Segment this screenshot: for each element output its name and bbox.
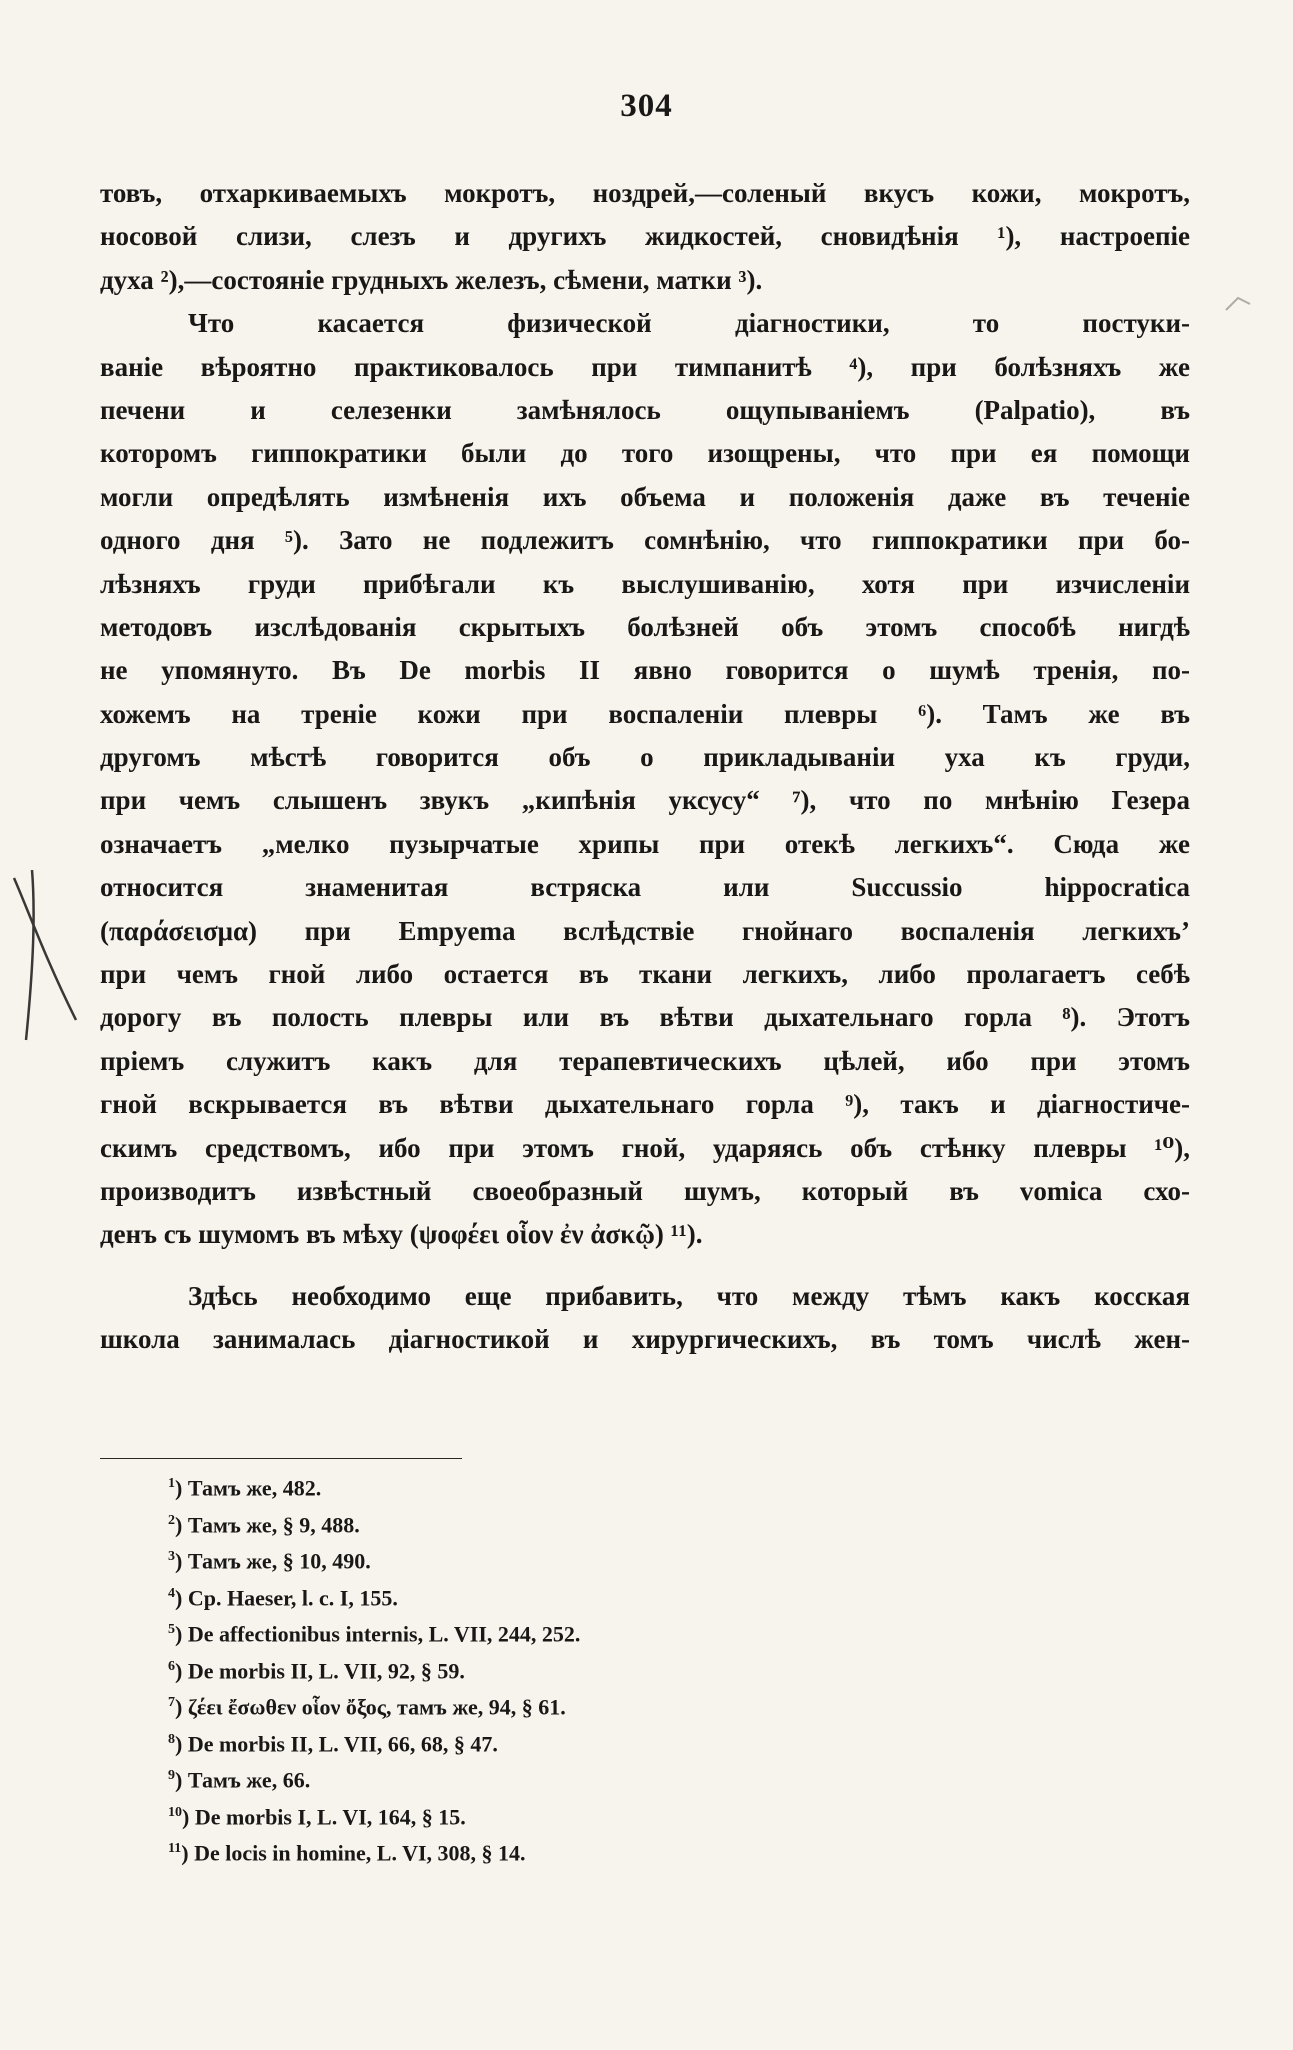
footnote-number: 5 xyxy=(168,1622,175,1637)
footnote: $^3$) Тамъ же, § 10, 490. xyxy=(168,1548,371,1574)
footnote-number: 4 xyxy=(168,1585,175,1601)
text-line: Что касается физической діагностики, то постуки- xyxy=(188,308,1190,339)
text-line: ваніе вѣроятно практиковалось при тимпанитѣ ⁴), при болѣзняхъ же xyxy=(100,351,1190,382)
text-line: печени и селезенки замѣнялось ощупываніемъ (Palpatio), въ xyxy=(100,394,1190,425)
footnote: $^7$) ζέει ἔσωθεν οἷον ὄξος, тамъ же, 94, § 61. xyxy=(168,1694,566,1720)
text-line: духа ²),—состояніе грудныхъ железъ, сѣмени, матки ³). xyxy=(100,264,763,295)
text-line: при чемъ слышенъ звукъ „кипѣнія уксусу“ ⁷), что по мнѣнію Гезера xyxy=(100,785,1190,816)
text-line: лѣзняхъ груди прибѣгали къ выслушиванію, хотя при изчисленіи xyxy=(100,568,1190,599)
text-line: товъ, отхаркиваемыхъ мокротъ, ноздрей,—соленый вкусъ кожи, мокротъ, xyxy=(100,178,1190,208)
footnote-number: 10 xyxy=(168,1804,182,1820)
text-line: методовъ изслѣдованія скрытыхъ болѣзней объ этомъ способѣ нигдѣ xyxy=(100,611,1190,642)
text-line: скимъ средствомъ, ибо при этомъ гной, ударяясь объ стѣнку плевры ¹⁰), xyxy=(100,1132,1190,1163)
footnote: $^4$) Ср. Haeser, l. c. I, 155. xyxy=(168,1584,398,1610)
text-line: производитъ извѣстный своеобразный шумъ, который въ vomica схо- xyxy=(100,1175,1190,1206)
footnote-number: 2 xyxy=(168,1512,175,1528)
footnote-text: De morbis I, L. VI, 164, § 15. xyxy=(194,1803,466,1829)
footnote-text: Тамъ же, 482. xyxy=(187,1475,322,1501)
text-line: другомъ мѣстѣ говорится объ о прикладываніи уха къ груди, xyxy=(100,742,1190,773)
footnote: $^2$) Тамъ же, § 9, 488. xyxy=(168,1511,360,1537)
text-line: одного дня ⁵). Зато не подлежитъ сомнѣнію, что гиппократики при бо- xyxy=(100,525,1190,556)
pencil-cross-mark xyxy=(6,870,86,1050)
footnote-text: ζέει ἔσωθεν οἷον ὄξος, тамъ же, 94, § 61. xyxy=(187,1694,566,1720)
body-text xyxy=(100,172,1190,1362)
footnote: $^6$) De morbis II, L. VII, 92, § 59. xyxy=(168,1657,465,1683)
footnote-number: 1 xyxy=(168,1476,175,1491)
text-line: при чемъ гной либо остается въ ткани легкихъ, либо пролагаетъ себѣ xyxy=(100,959,1190,990)
footnotes xyxy=(168,1466,580,1868)
text-line: гной вскрывается въ вѣтви дыхательнаго горла ⁹), такъ и діагностиче- xyxy=(100,1089,1190,1120)
footnote-text: Тамъ же, 66. xyxy=(187,1767,311,1793)
footnote-text: Тамъ же, § 9, 488. xyxy=(187,1511,360,1537)
text-line: Здѣсь необходимо еще прибавить, что между тѣмъ какъ косская xyxy=(188,1280,1190,1311)
footnote-text: De locis in homine, L. VI, 308, § 14. xyxy=(194,1840,526,1866)
footnote-number: 11 xyxy=(168,1841,182,1856)
footnote: $^9$) Тамъ же, 66. xyxy=(168,1767,311,1793)
text-line: не упомянуто. Въ De morbis II явно говорится о шумѣ тренія, по- xyxy=(100,655,1190,686)
footnote-text: Ср. Haeser, l. c. I, 155. xyxy=(187,1584,398,1610)
text-line: денъ съ шумомъ въ мѣху (ψοφέει οἷον ἐν ἀσκῷ) ¹¹). xyxy=(100,1219,703,1250)
text-line: относится знаменитая встряска или Succussio hippocratica xyxy=(100,872,1190,903)
footnote-number: 6 xyxy=(168,1658,175,1674)
footnote: $^1$) Тамъ же, 482. xyxy=(168,1475,322,1501)
footnote: $^8$) De morbis II, L. VII, 66, 68, § 47. xyxy=(168,1730,498,1756)
text-line: дорогу въ полость плевры или въ вѣтви дыхательнаго горла ⁸). Этотъ xyxy=(100,1002,1190,1033)
text-line: которомъ гиппократики были до того изощрены, что при ея помощи xyxy=(100,438,1190,469)
pencil-tick-mark xyxy=(1220,288,1260,318)
footnote-number: 9 xyxy=(168,1768,175,1783)
footnote-text: De morbis II, L. VII, 66, 68, § 47. xyxy=(187,1730,498,1756)
text-line: школа занималась діагностикой и хирургическихъ, въ томъ числѣ жен- xyxy=(100,1324,1190,1355)
text-line: пріемъ служитъ какъ для терапевтическихъ цѣлей, ибо при этомъ xyxy=(100,1045,1190,1076)
text-line: могли опредѣлять измѣненія ихъ объема и положенія даже въ теченіе xyxy=(100,481,1190,512)
footnote: $^{11}$) De locis in homine, L. VI, 308, § 14. xyxy=(168,1840,526,1866)
footnote-number: 8 xyxy=(168,1731,175,1747)
page-number: 304 xyxy=(620,88,673,124)
text-line: (παράσεισμα) при Empyema вслѣдствіе гнойнаго воспаленія легкихъ’ xyxy=(100,915,1190,946)
footnote-text: De affectionibus internis, L. VII, 244, 252. xyxy=(187,1621,581,1647)
footnote-rule xyxy=(100,1458,462,1459)
footnote-number: 3 xyxy=(168,1549,175,1564)
text-line: носовой слизи, слезъ и другихъ жидкостей, сновидѣнія ¹), настроепіе xyxy=(100,221,1190,252)
footnote: $^{10}$) De morbis I, L. VI, 164, § 15. xyxy=(168,1803,466,1829)
footnote-number: 7 xyxy=(168,1695,175,1710)
footnote-text: Тамъ же, § 10, 490. xyxy=(187,1548,371,1574)
footnote-text: De morbis II, L. VII, 92, § 59. xyxy=(187,1657,465,1683)
footnote: $^5$) De affectionibus internis, L. VII, 244, 252. xyxy=(168,1621,581,1647)
text-line: хожемъ на треніе кожи при воспаленіи плевры ⁶). Тамъ же въ xyxy=(100,698,1190,729)
text-line: означаетъ „мелко пузырчатые хрипы при отекѣ легкихъ“. Сюда же xyxy=(100,828,1190,859)
